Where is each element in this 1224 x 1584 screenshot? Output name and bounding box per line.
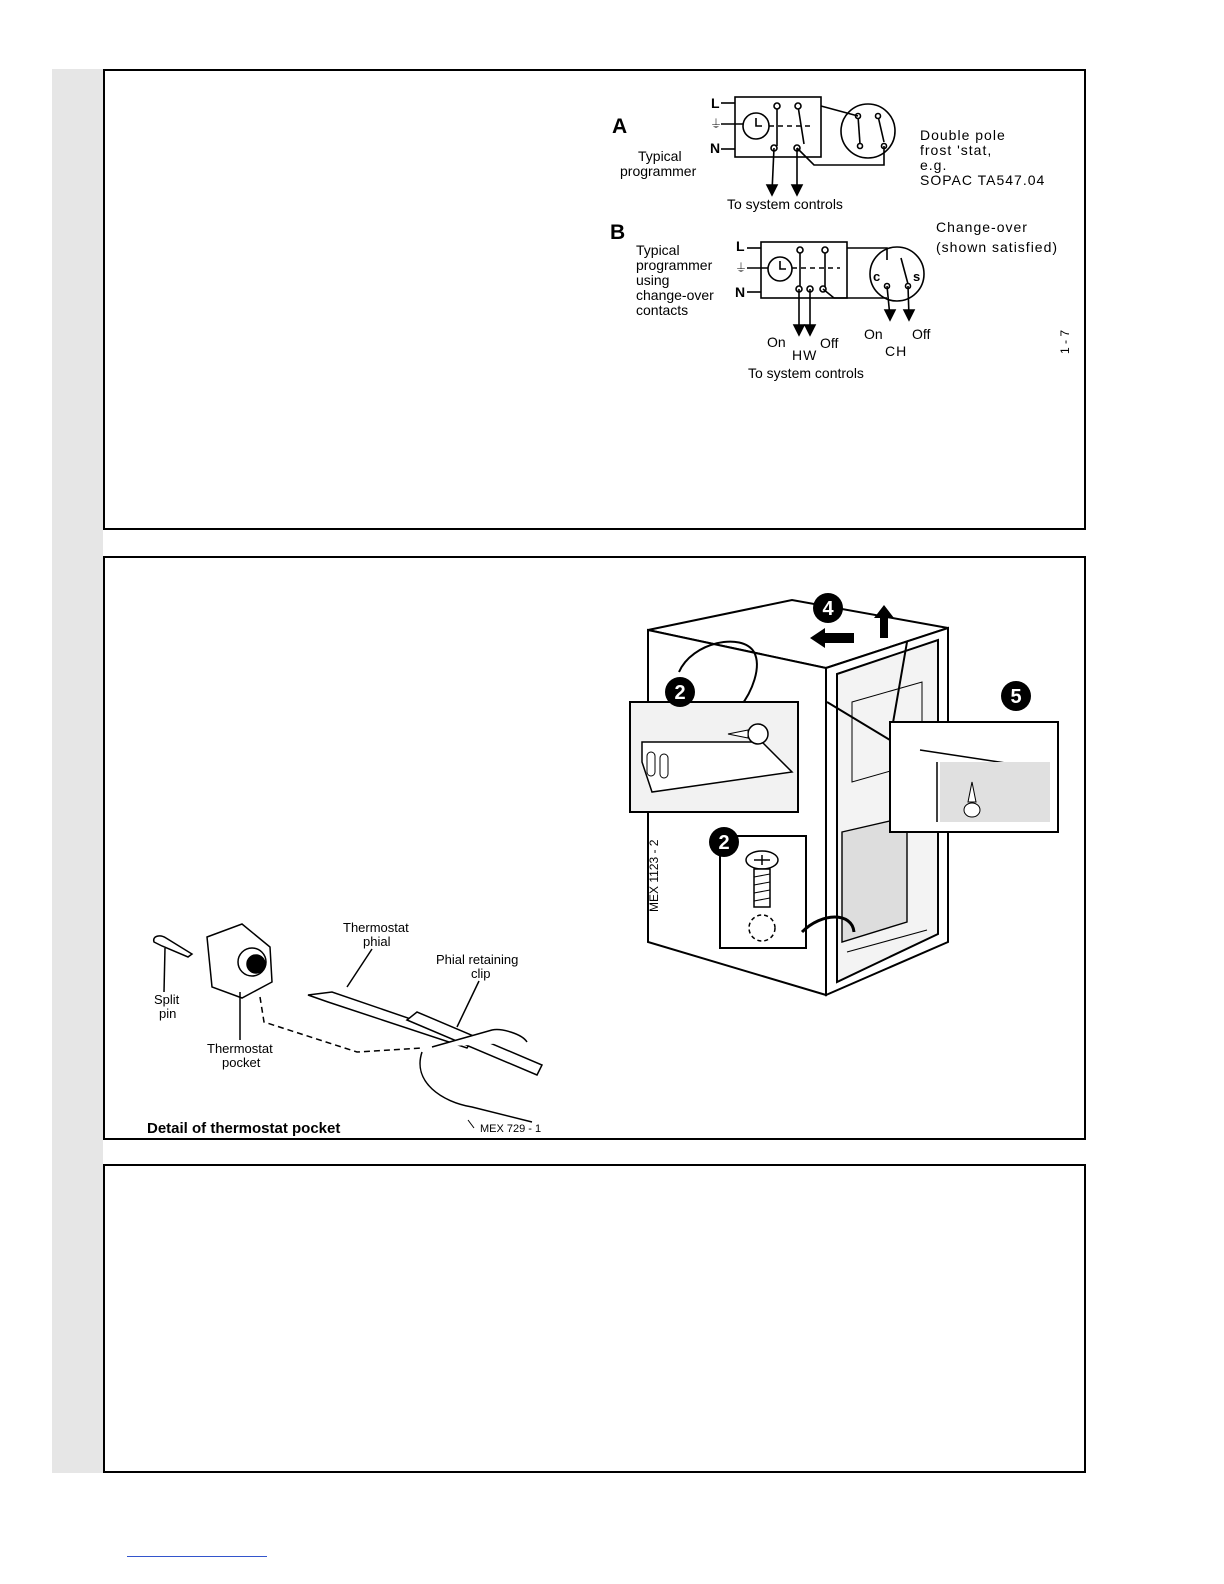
contacts-label-b: contacts	[636, 302, 689, 318]
using-label-b: using	[636, 272, 670, 288]
terminal-n-b: N	[735, 284, 746, 300]
step-5-number: 5	[1010, 686, 1022, 708]
ch-label: CH	[885, 343, 908, 359]
frost-stat-label-4: SOPAC TA547.04	[920, 172, 1046, 188]
step-2-number-bottom: 2	[718, 832, 730, 854]
terminal-l-b: L	[736, 238, 745, 254]
programmer-b-box	[761, 242, 847, 298]
step-4-number: 4	[822, 598, 834, 620]
programmer-label-a: programmer	[620, 163, 697, 179]
hw-off-label: Off	[820, 335, 839, 351]
thermostat-phial-icon	[308, 992, 472, 1048]
frost-stat-label-1: Double pole	[920, 127, 1006, 143]
terminal-earth-a: ⏚	[710, 117, 723, 131]
terminal-n-a: N	[710, 140, 721, 156]
shown-satisfied-label: (shown satisfied)	[936, 239, 1059, 255]
frost-stat-label-2: frost 'stat,	[920, 142, 993, 158]
pocket-detail-caption: Detail of thermostat pocket	[147, 1120, 341, 1137]
thermostat-pocket-label-2: pocket	[222, 1055, 261, 1070]
hw-label: HW	[792, 347, 818, 363]
to-system-controls-b: To system controls	[748, 365, 864, 381]
wiring-diagram	[105, 71, 1084, 528]
thermostat-phial-label-1: Thermostat	[343, 920, 409, 935]
changeover-label-b: change-over	[636, 287, 714, 303]
programmer-label-b: programmer	[636, 257, 713, 273]
contact-c-label: c	[873, 269, 881, 284]
terminal-earth-b: ⏚	[735, 261, 748, 275]
wiring-panel	[103, 69, 1086, 530]
pocket-figure-ref: MEX 729 - 1	[480, 1123, 542, 1135]
casing-figure-ref: MEX 1123 - 2	[647, 839, 661, 912]
changeover-title: Change-over	[936, 219, 1028, 235]
ch-on-label: On	[864, 326, 883, 342]
contact-s-label: s	[913, 269, 921, 284]
frost-stat-label-3: e.g.	[920, 157, 948, 173]
step-2-number-top: 2	[674, 682, 686, 704]
split-pin-label-2: pin	[159, 1006, 177, 1021]
retaining-clip-label-1: Phial retaining	[436, 952, 519, 967]
page-margin-gutter	[52, 69, 103, 1473]
casing-panel	[103, 556, 1086, 1140]
split-pin-label-1: Split	[154, 992, 180, 1007]
footer-rule	[127, 1556, 267, 1557]
typical-label-a: Typical	[638, 148, 682, 164]
diagram-a-label: A	[612, 115, 628, 138]
casing-illustration	[105, 558, 1084, 1138]
retaining-clip-label-2: clip	[471, 966, 491, 981]
split-pin-icon	[154, 936, 192, 957]
to-system-controls-a: To system controls	[727, 196, 843, 212]
typical-label-b: Typical	[636, 242, 680, 258]
diagram-b-label: B	[610, 221, 626, 244]
thermostat-phial-label-2: phial	[363, 934, 391, 949]
frost-stat-a	[841, 104, 895, 158]
ch-off-label: Off	[912, 326, 931, 342]
hw-on-label: On	[767, 334, 786, 350]
figure-ref-1-7: 1 - 7	[1058, 329, 1072, 354]
hand-illustration	[420, 1030, 532, 1122]
terminal-l-a: L	[711, 95, 720, 111]
empty-panel	[103, 1164, 1086, 1473]
thermostat-pocket-label-1: Thermostat	[207, 1041, 273, 1056]
